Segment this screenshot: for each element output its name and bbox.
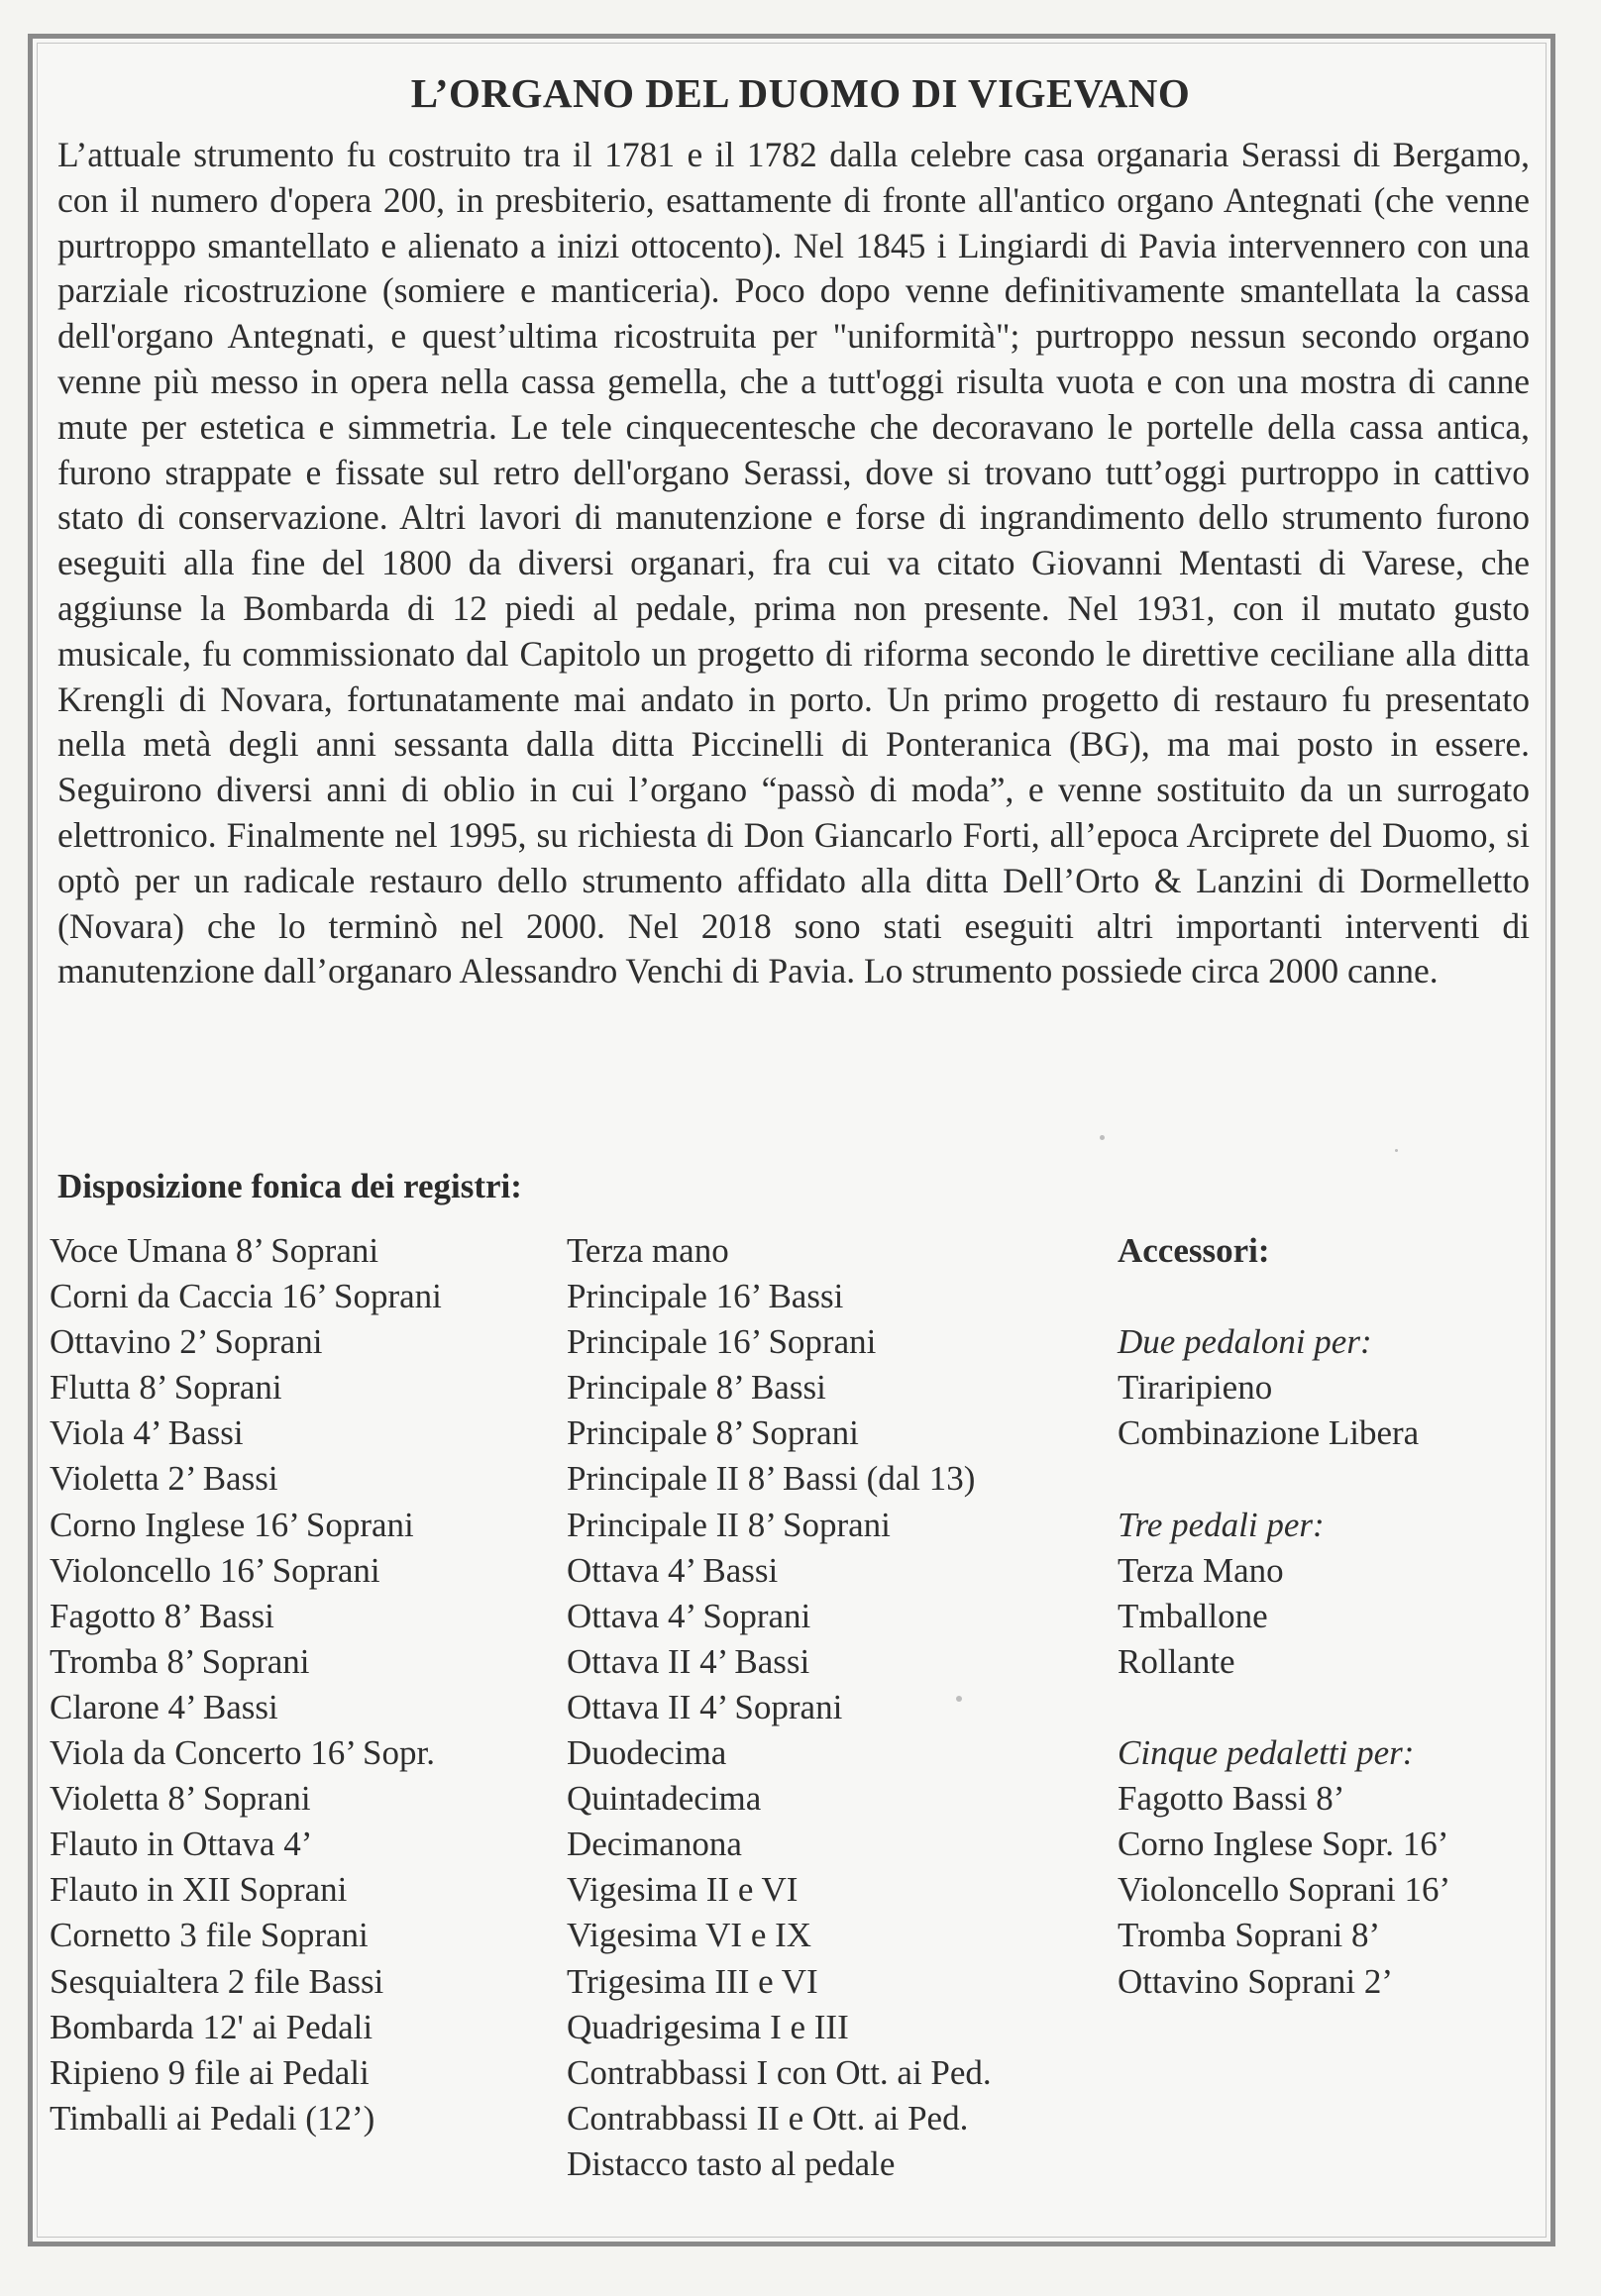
stop-item: Quadrigesima I e III <box>567 2007 849 2046</box>
stop-item: Flauto in XII Soprani <box>50 1870 348 1910</box>
stop-item: Corno Inglese 16’ Soprani <box>50 1505 414 1544</box>
stop-item: Tromba 8’ Soprani <box>50 1641 310 1681</box>
stop-item: Cornetto 3 file Soprani <box>50 1916 369 1955</box>
stop-item: Principale 8’ Bassi <box>567 1368 826 1408</box>
stop-item: Violetta 2’ Bassi <box>50 1459 278 1499</box>
stop-item: Bombarda 12' ai Pedali <box>50 2007 374 2046</box>
stop-item: Ripieno 9 file ai Pedali <box>50 2052 370 2092</box>
stoplist-heading: Disposizione fonica dei registri: <box>57 1167 522 1205</box>
stop-item: Ottava II 4’ Soprani <box>567 1687 843 1726</box>
stop-item: Violoncello 16’ Soprani <box>50 1550 380 1590</box>
stop-item: Principale II 8’ Bassi (dal 13) <box>567 1459 976 1499</box>
stop-item: Vigesima II e VI <box>567 1870 799 1910</box>
stop-item: Principale II 8’ Soprani <box>567 1505 891 1544</box>
accessory-item: Violoncello Soprani 16’ <box>1118 1870 1451 1910</box>
page-title: L’ORGANO DEL DUOMO DI VIGEVANO <box>410 70 1191 116</box>
stop-item: Ottava II 4’ Bassi <box>567 1641 810 1681</box>
accessory-item: Terza Mano <box>1118 1550 1284 1590</box>
accessories-title: Accessori: <box>1118 1231 1270 1270</box>
stop-item: Corni da Caccia 16’ Soprani <box>50 1277 442 1316</box>
stop-item: Trigesima III e VI <box>567 1961 818 2001</box>
stop-item: Violetta 8’ Soprani <box>50 1779 311 1819</box>
accessory-item: Tiraripieno <box>1118 1368 1273 1408</box>
accessories-spacer <box>1118 1274 1450 1319</box>
accessory-item: Rollante <box>1118 1641 1235 1681</box>
stop-item: Contrabbassi II e Ott. ai Ped. <box>567 2098 969 2138</box>
stop-item: Ottava 4’ Bassi <box>567 1550 779 1590</box>
stop-item: Flutta 8’ Soprani <box>50 1368 282 1408</box>
accessory-group-label: Tre pedali per: <box>1118 1505 1325 1544</box>
stop-item: Fagotto 8’ Bassi <box>50 1596 274 1635</box>
accessory-item: Ottavino Soprani 2’ <box>1118 1961 1394 2001</box>
intro-paragraph: L’attuale strumento fu costruito tra il 1781 e il 1782 dalla celebre casa organaria Serassi di Bergamo, con il numero d'opera 200, in presbiterio, esattamente di fronte all'antico organo Antegnati (che venne purtroppo smantellato e alienato a inizi ottocento). Nel 1845 i Lingiardi di Pavia intervennero con una parziale ricostruzione (somiere e manticeria). Poco dopo venne definitivamente smantellata la cassa dell'organo Antegnati, e quest’ultima ricostruita per "uniformità"; purtroppo nessun secondo organo venne più messo in opera nella cassa gemella, che a tutt'oggi risulta vuota e con una mostra di canne mute per estetica e simmetria. Le tele cinquecentesche che decoravano le portelle della cassa antica, furono strappate e fissate sul retro dell'organo Serassi, dove si trovano tutt’oggi purtroppo in cattivo stato di conservazione. Altri lavori di manutenzione e forse di ingrandimento dello strumento furono eseguiti alla fine del 1800 da diversi organari, fra cui va citato Giovanni Mentasti di Varese, che aggiunse la Bombarda di 12 piedi al pedale, prima non presente. Nel 1931, con il mutato gusto musicale, fu commissionato dal Capitolo un progetto di riforma secondo le direttive ceciliane alla ditta Krengli di Novara, fortunatamente mai andato in porto. Un primo progetto di restauro fu presentato nella metà degli anni sessanta dalla ditta Piccinelli di Ponteranica (BG), ma mai posto in essere. Seguirono diversi anni di oblio in cui l’organo “passò di moda”, e venne sostituito da un surrogato elettronico. Finalmente nel 1995, su richiesta di Don Giancarlo Forti, all’epoca Arciprete del Duomo, si optò per un radicale restauro dello strumento affidato alla ditta Dell’Orto & Lanzini di Dormelletto (Novara) che lo terminò nel 2000. Nel 2018 sono stati eseguiti altri importanti interventi di manutenzione dall’organaro Alessandro Venchi di Pavia. Lo strumento possiede circa 2000 canne. <box>57 135 1530 991</box>
stop-item: Clarone 4’ Bassi <box>50 1687 278 1726</box>
accessory-group-label: Cinque pedaletti per: <box>1118 1733 1415 1773</box>
stop-item: Voce Umana 8’ Soprani <box>50 1231 379 1270</box>
stops-column-middle <box>567 1228 992 2187</box>
accessories-spacer <box>1118 1685 1450 1730</box>
stop-item: Principale 8’ Soprani <box>567 1413 859 1453</box>
stop-item: Contrabbassi I con Ott. ai Ped. <box>567 2052 992 2092</box>
stop-item: Decimanona <box>567 1825 742 1864</box>
accessory-group-label: Due pedaloni per: <box>1118 1322 1372 1362</box>
stop-item: Timballi ai Pedali (12’) <box>50 2098 375 2138</box>
stop-item: Principale 16’ Bassi <box>567 1277 844 1316</box>
stop-item: Ottavino 2’ Soprani <box>50 1322 323 1362</box>
accessory-item: Fagotto Bassi 8’ <box>1118 1779 1345 1819</box>
stop-item: Vigesima VI e IX <box>567 1916 812 1955</box>
stop-item: Ottava 4’ Soprani <box>567 1596 811 1635</box>
stop-item: Viola da Concerto 16’ Sopr. <box>50 1733 435 1773</box>
accessories-spacer <box>1118 1456 1450 1502</box>
stop-item: Distacco tasto al pedale <box>567 2143 896 2183</box>
stop-item: Quintadecima <box>567 1779 762 1819</box>
stop-item: Sesquialtera 2 file Bassi <box>50 1961 384 2001</box>
stop-item: Viola 4’ Bassi <box>50 1413 244 1453</box>
stop-item: Flauto in Ottava 4’ <box>50 1825 313 1864</box>
stop-item: Principale 16’ Soprani <box>567 1322 877 1362</box>
stops-column-left <box>50 1228 442 2141</box>
accessory-item: Corno Inglese Sopr. 16’ <box>1118 1825 1449 1864</box>
accessory-item: Tromba Soprani 8’ <box>1118 1916 1381 1955</box>
accessory-item: Combinazione Libera <box>1118 1413 1420 1453</box>
stop-item: Terza mano <box>567 1231 729 1270</box>
stop-item: Duodecima <box>567 1733 727 1773</box>
accessory-item: Tmballone <box>1118 1596 1268 1635</box>
accessories-column <box>1118 1228 1450 2005</box>
